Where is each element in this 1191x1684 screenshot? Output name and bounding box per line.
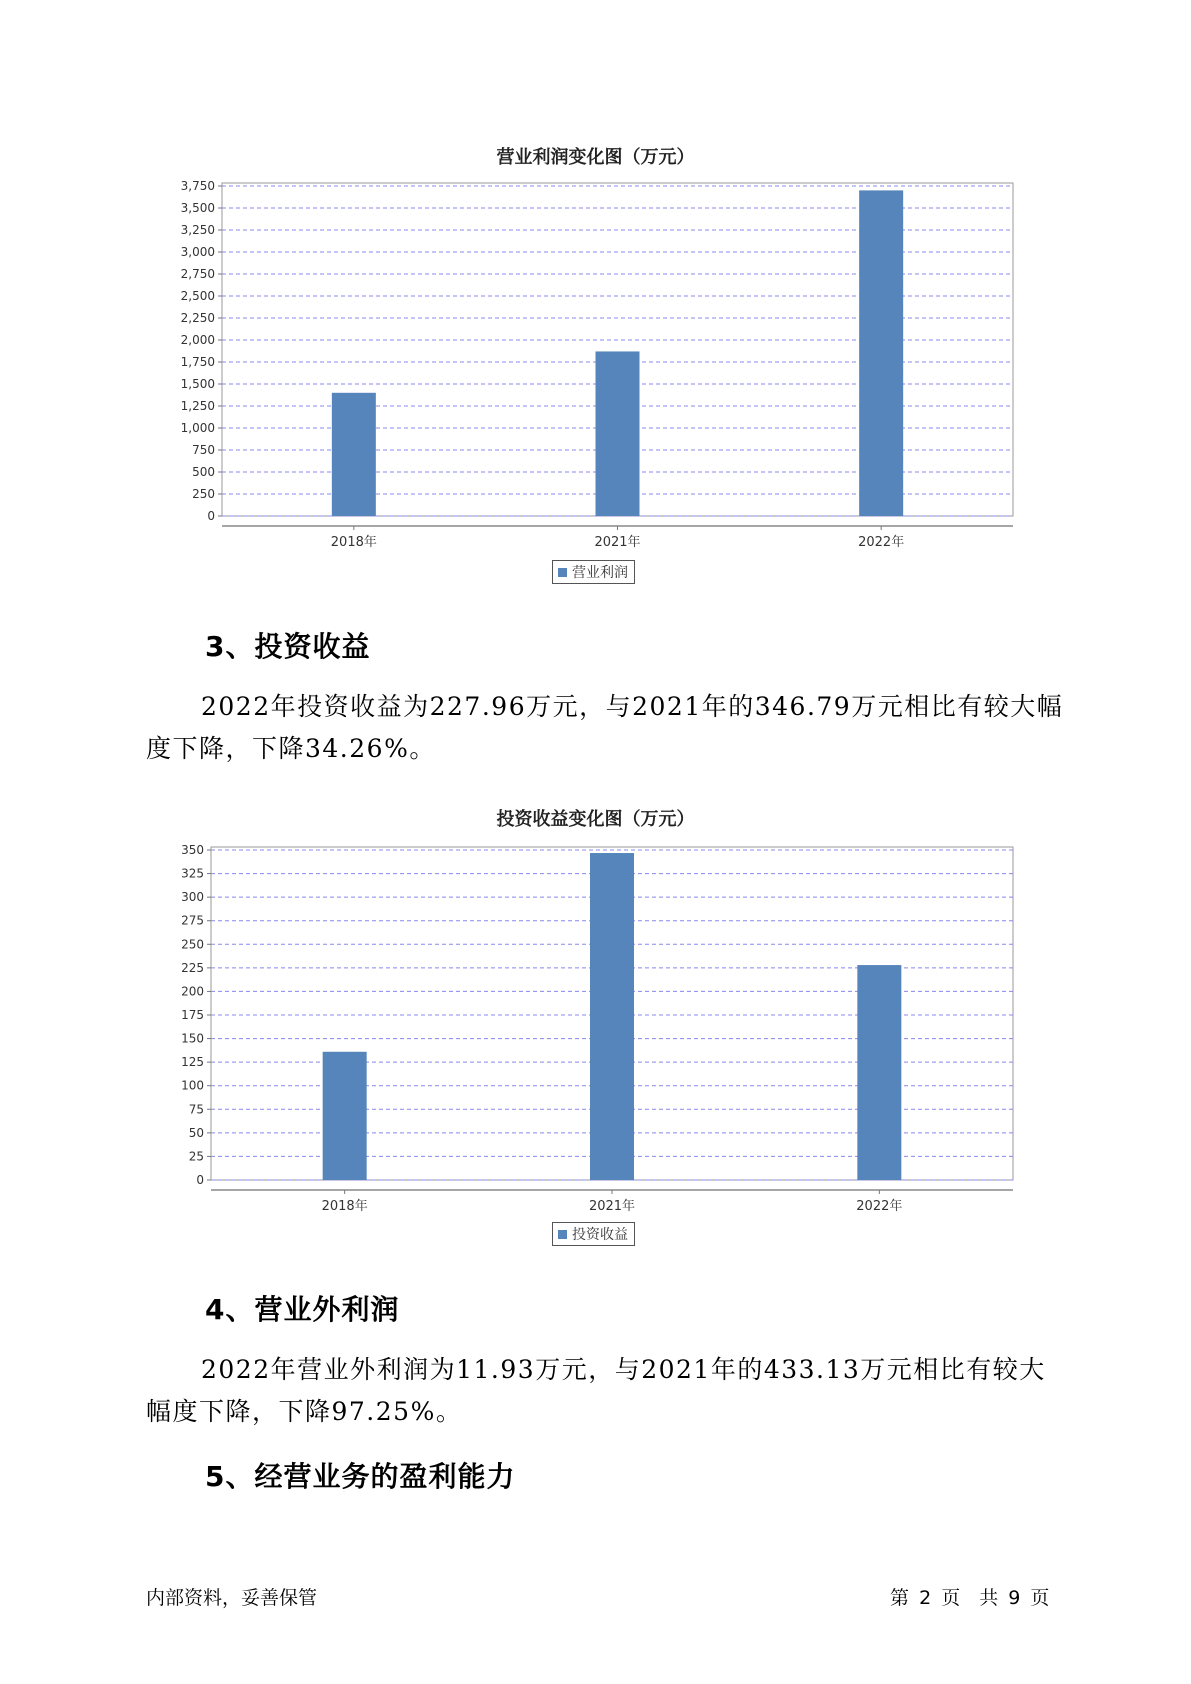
y-tick-label: 3,750 [180, 179, 215, 193]
footer-confidential-note: 内部资料，妥善保管 [146, 1587, 318, 1609]
y-tick-label: 3,500 [180, 201, 215, 215]
x-tick-label: 2018年 [330, 535, 377, 550]
section-heading-non-operating: 4、营业外利润 [205, 1293, 400, 1326]
x-tick-label: 2022年 [858, 535, 905, 550]
y-tick-label: 2,750 [180, 267, 215, 281]
y-tick-label: 325 [181, 866, 204, 881]
page-suffix: 页 [1030, 1587, 1050, 1609]
paragraph-investment: 2022年投资收益为227.96万元，与2021年的346.79万元相比有较大幅度下降，下降34.26%。 [146, 692, 1064, 763]
chart-title-investment-income: 投资收益变化图（万元） [496, 809, 695, 830]
y-tick-label: 3,000 [180, 245, 215, 259]
y-tick-label: 2,000 [180, 333, 215, 347]
y-tick-label: 0 [196, 1173, 204, 1187]
y-tick-label: 3,250 [180, 223, 215, 237]
y-tick-label: 125 [181, 1055, 204, 1070]
y-tick-label: 25 [188, 1149, 204, 1164]
y-tick-label: 200 [181, 984, 204, 999]
y-tick-label: 300 [181, 890, 204, 905]
y-tick-label: 50 [188, 1125, 204, 1140]
x-tick-label: 2022年 [856, 1199, 903, 1214]
y-tick-label: 350 [181, 843, 204, 857]
y-tick-label: 1,000 [180, 421, 215, 435]
y-tick-label: 1,250 [180, 399, 215, 413]
page-number: 2 [919, 1587, 932, 1609]
total-pages: 9 [1008, 1587, 1021, 1609]
bar-2018年 [323, 1052, 367, 1180]
chart-legend [552, 1222, 635, 1246]
x-tick-label: 2021年 [594, 535, 641, 550]
y-tick-label: 225 [181, 960, 204, 975]
paragraph-non-operating: 2022年营业外利润为11.93万元，与2021年的433.13万元相比有较大幅度下降，下降97.25%。 [146, 1355, 1046, 1426]
y-tick-label: 750 [192, 443, 215, 457]
page-prefix: 第 [890, 1587, 910, 1609]
page-mid: 页 共 [941, 1587, 999, 1609]
y-tick-label: 75 [188, 1102, 204, 1117]
y-tick-label: 1,500 [180, 377, 215, 391]
y-tick-label: 500 [192, 465, 215, 479]
y-tick-label: 150 [181, 1031, 204, 1046]
x-tick-label: 2021年 [588, 1199, 636, 1214]
y-tick-label: 0 [207, 509, 215, 523]
y-tick-label: 275 [181, 913, 204, 928]
legend-swatch [558, 1230, 567, 1239]
y-tick-label: 2,250 [180, 311, 215, 325]
footer-page-number [890, 1583, 1053, 1610]
legend-label: 营业利润 [572, 565, 628, 581]
legend-label: 投资收益 [572, 1227, 628, 1243]
y-tick-label: 175 [181, 1008, 204, 1022]
y-tick-label: 2,500 [180, 289, 215, 303]
section-heading-investment: 3、投资收益 [205, 630, 371, 663]
section-heading-profitability: 5、经营业务的盈利能力 [205, 1460, 516, 1493]
y-tick-label: 100 [181, 1078, 204, 1093]
y-tick-label: 250 [181, 937, 204, 952]
bar-2021年 [590, 853, 634, 1180]
y-tick-label: 1,750 [180, 355, 215, 369]
x-tick-label: 2018年 [321, 1199, 368, 1214]
bar-2022年 [857, 965, 901, 1180]
chart-title-operating-profit: 营业利润变化图（万元） [496, 147, 695, 168]
y-tick-label: 250 [192, 487, 215, 501]
